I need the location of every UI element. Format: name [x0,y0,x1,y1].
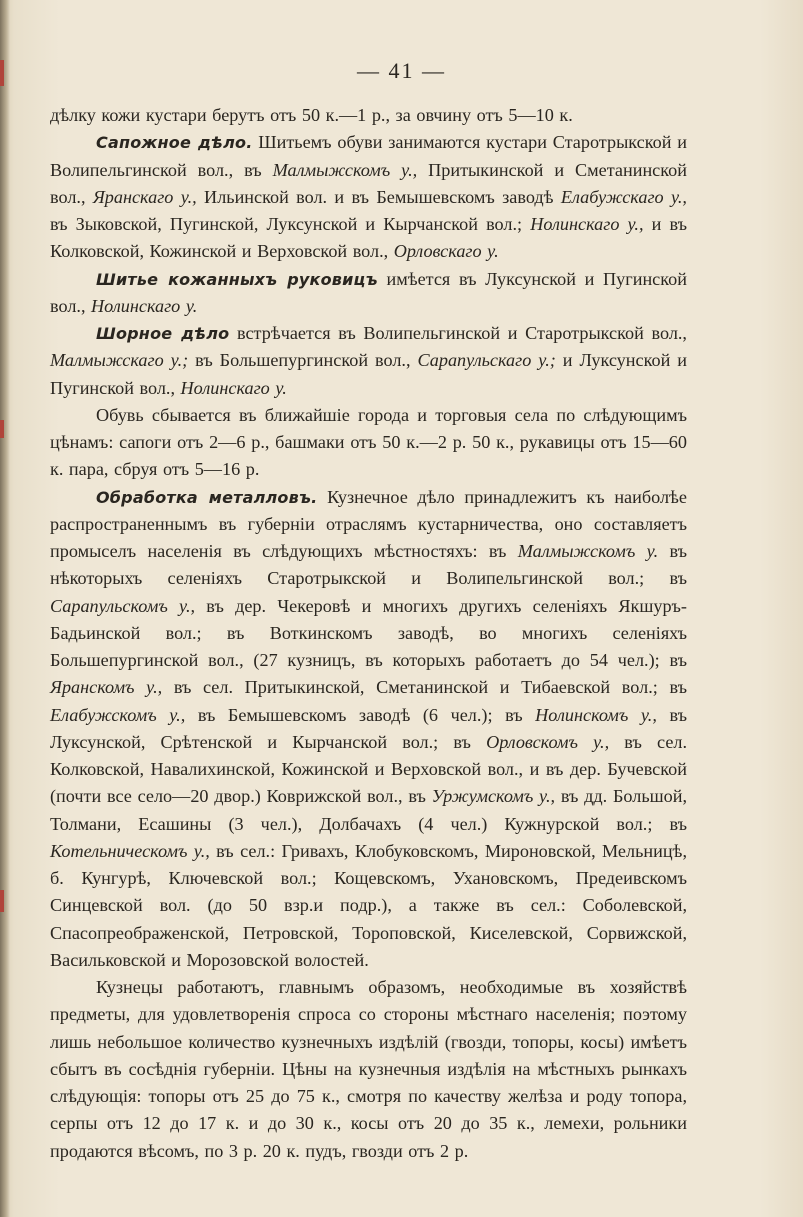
uezd-name: Малмыжскаго у.; [50,350,189,371]
paragraph [50,974,687,1165]
text-run: въ Зыковской, Пугинской, Луксунской и Кырчанской вол.; [50,214,531,234]
page-body-text [50,102,687,1165]
text-run: въ дер. Чекеровѣ и многихъ другихъ селеніяхъ Якшуръ-Бадьинской вол.; въ Воткинскомъ заводѣ, во многихъ селеніяхъ Большепургинской вол., (27 кузницъ, въ которыхъ работаетъ до 54 чел.); въ [50,595,687,670]
text-run: въ сел.: Гривахъ, Клобуковскомъ, Мироновской, Мельницѣ, б. Кунгурѣ, Ключевской вол.; Кощевскомъ, Ухановскомъ, Предеивскомъ Синцевской вол. (до 50 взр.и подр.), а также въ сел.: Соболевской, Спасопреображенской, Петровской, Тороповской, Киселевской, Сорвижской, Васильковской и Морозовской волостей. [50,840,687,970]
uezd-name: Сарапульскаго у.; [417,350,556,371]
uezd-name: Орловскомъ у., [486,731,610,752]
text-run: Обувь сбывается въ ближайшіе города и торговыя села по слѣдующимъ цѣнамъ: сапоги отъ 2—6 р., башмаки отъ 50 к.—2 р. 50 к., рукавицы отъ 15—60 к. пара, сбруя отъ 5—16 р. [50,404,687,480]
text-run: Притыкинской и Сметанинской вол., [50,159,687,207]
uezd-name: Яранскаго у., [92,186,197,207]
page-number: — 41 — [357,58,446,83]
text-run: въ дд. Большой, Толмани, Есашины (3 чел.), Долбачахъ (4 чел.) Кужнурской вол.; въ [50,786,688,834]
book-spine-shadow [0,0,10,1217]
text-run: въ сел. Колковской, Навалихинской, Кожинской и Верховской вол., и въ дер. Бучевской (почти все село—20 двор.) Коврижской вол., въ [50,731,688,807]
text-run: дѣлку кожи кустари берутъ отъ 50 к.—1 р., за овчину отъ 5—10 к. [50,105,573,125]
paragraph [50,129,687,265]
uezd-name: Малмыжскомъ у., [272,159,418,180]
text-run: встрѣчается въ Волипельгинской и Старотрыкской вол., [229,323,687,343]
uezd-name: Нолинскаго у. [91,295,198,316]
text-run: имѣется въ Луксунской и Пугинской вол., [50,268,687,316]
text-run: въ сел. Притыкинской, Сметанинской и Тибаевской вол.; въ [162,677,687,698]
text-run: въ нѣкоторыхъ селеніяхъ Старотрыкской и Волипельгинской вол.; въ [50,541,687,589]
section-heading: Сапожное дѣло. [96,133,253,153]
uezd-name: Нолинскаго у. [180,377,287,398]
uezd-name: Орловскаго у. [393,241,499,262]
text-run: и Луксунской и Пугинской вол., [50,350,688,398]
text-run: въ Бемышевскомъ заводѣ (6 чел.); въ [185,704,536,725]
uezd-name: Елабужскаго у., [560,186,687,207]
uezd-name: Сарапульскомъ у., [50,595,196,616]
uezd-name: Уржумскомъ у., [431,786,556,807]
section-heading: Обработка металловъ. [96,487,318,507]
section-heading: Шитье кожанныхъ руковицъ [96,269,378,289]
page-edge-mark [0,420,4,438]
paragraph [50,266,687,321]
text-run: въ Луксунской, Срѣтенской и Кырчанской вол.; въ [50,704,687,752]
paragraph [50,102,687,129]
paragraph [50,320,687,402]
uezd-name: Котельническомъ у., [50,840,210,861]
uezd-name: Яранскомъ у., [50,677,163,698]
text-run: въ Большепургинской вол., [188,350,418,371]
uezd-name: Елабужскомъ у., [50,704,186,725]
uezd-name: Малмыжскомъ у. [517,541,659,561]
text-run: Шитьемъ обуви занимаются кустари Старотрыкской и Волипельгинской вол., въ [50,132,687,180]
uezd-name: Нолинскомъ у., [535,704,657,725]
page-edge-mark [0,890,4,912]
text-run: и въ Колковской, Кожинской и Верховской вол., [50,214,687,262]
uezd-name: Нолинскаго у., [530,214,644,234]
text-run: Кузнечное дѣло принадлежитъ къ наиболѣе распространеннымъ въ губерніи отраслямъ кустарничества, оно составляетъ промыселъ населенія въ слѣдующихъ мѣстностяхъ: въ [50,486,687,561]
text-run: Ильинской вол. и въ Бемышевскомъ заводѣ [196,186,561,207]
paragraph [50,402,687,484]
paragraph [50,484,687,975]
section-heading: Шорное дѣло [96,324,230,343]
text-run: Кузнецы работаютъ, главнымъ образомъ, необходимые въ хозяйствѣ предметы, для удовлетворенія спроса со стороны мѣстнаго населенія; поэтому лишь небольшое количество кузнечныхъ издѣлій (гвозди, топоры, косы) имѣетъ сбытъ въ сосѣднія губерніи. Цѣны на кузнечныя издѣлія на мѣстныхъ рынкахъ слѣдующія: топоры отъ 25 до 75 к., смотря по качеству желѣза и роду топора, серпы отъ 12 до 17 к. и до 30 к., косы отъ 20 до 35 к., лемехи, рольники продаются вѣсомъ, по 3 р. 20 к. пудъ, гвозди отъ 2 р. [50,977,687,1161]
